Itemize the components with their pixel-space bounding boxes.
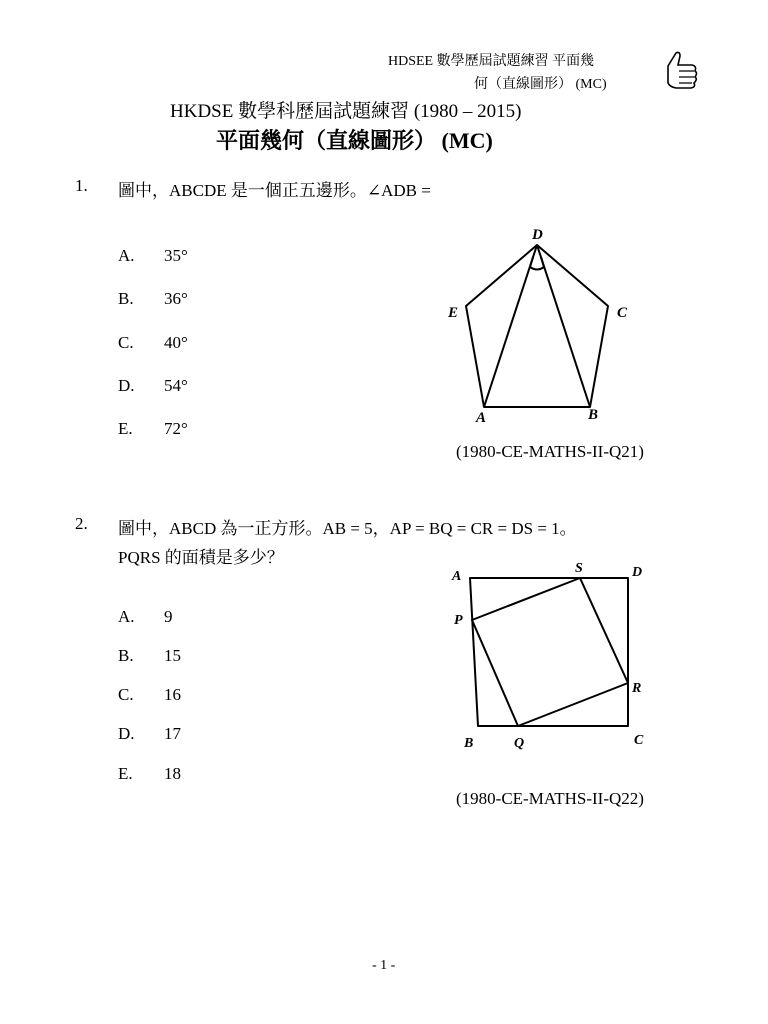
question-1-text: 圖中，ABCDE 是一個正五邊形。∠ADB = <box>118 181 431 200</box>
question-2-option-e <box>118 764 181 784</box>
option-label: E. <box>118 419 133 438</box>
header-line-1: HDSEE 數學歷屆試題練習 平面幾 <box>388 54 595 69</box>
question-2-number: 2. <box>75 514 88 533</box>
question-1-number: 1. <box>75 176 88 195</box>
square-figure <box>440 556 660 756</box>
question-2-option-b <box>118 646 181 666</box>
option-label: A. <box>118 607 135 626</box>
diagonal-db <box>537 245 590 407</box>
question-1-option-b <box>118 289 188 309</box>
square-pqrs <box>472 578 628 726</box>
option-value: 18 <box>164 764 181 783</box>
vertex-label-c: C <box>617 305 628 321</box>
document-title: HKDSE 數學科歷屆試題練習 (1980 – 2015) <box>170 101 522 122</box>
vertex-label-c: C <box>634 733 644 748</box>
option-label: B. <box>118 289 134 308</box>
option-label: C. <box>118 333 134 352</box>
vertex-label-a: A <box>476 410 487 426</box>
thumbs-up-icon <box>662 50 700 92</box>
option-value: 72° <box>164 419 188 438</box>
option-value: 9 <box>164 607 173 626</box>
question-2-text: 圖中，ABCD 為一正方形。AB = 5，AP = BQ = CR = DS = 1。 <box>118 519 577 538</box>
vertex-label-b: B <box>588 407 599 423</box>
option-label: C. <box>118 685 134 704</box>
vertex-label-s: S <box>575 561 583 576</box>
option-label: B. <box>118 646 134 665</box>
option-label: A. <box>118 246 135 265</box>
pentagon-figure <box>440 222 640 427</box>
option-value: 15 <box>164 646 181 665</box>
option-value: 35° <box>164 246 188 265</box>
question-1-option-a <box>118 246 188 266</box>
option-label: D. <box>118 376 135 395</box>
option-label: E. <box>118 764 133 783</box>
document-subtitle: 平面幾何（直線圖形） (MC) <box>216 128 493 153</box>
vertex-label-r: R <box>632 681 642 696</box>
option-value: 16 <box>164 685 181 704</box>
header-line-2: 何（直線圖形） (MC) <box>474 77 607 92</box>
option-value: 54° <box>164 376 188 395</box>
vertex-label-d: D <box>532 227 543 243</box>
page-number: - 1 - <box>372 958 396 973</box>
vertex-label-q: Q <box>514 736 525 751</box>
diagonal-da <box>484 245 537 407</box>
question-2-text-line-2: PQRS 的面積是多少？ <box>118 548 284 567</box>
angle-arc <box>530 267 544 270</box>
option-label: D. <box>118 724 135 743</box>
vertex-label-a: A <box>452 569 462 584</box>
option-value: 40° <box>164 333 188 352</box>
question-1-option-d <box>118 376 188 396</box>
option-value: 36° <box>164 289 188 308</box>
vertex-label-d: D <box>632 565 643 580</box>
question-2-option-a <box>118 607 173 627</box>
question-1-source: (1980-CE-MATHS-II-Q21) <box>456 442 644 461</box>
vertex-label-p: P <box>454 613 463 628</box>
question-2-source: (1980-CE-MATHS-II-Q22) <box>456 789 644 808</box>
question-1-option-e <box>118 419 188 439</box>
question-2-option-d <box>118 724 181 744</box>
vertex-label-e: E <box>448 305 459 321</box>
question-1-option-c <box>118 333 188 353</box>
question-2-option-c <box>118 685 181 705</box>
square-abcd <box>470 578 628 726</box>
vertex-label-b: B <box>464 736 474 751</box>
option-value: 17 <box>164 724 181 743</box>
